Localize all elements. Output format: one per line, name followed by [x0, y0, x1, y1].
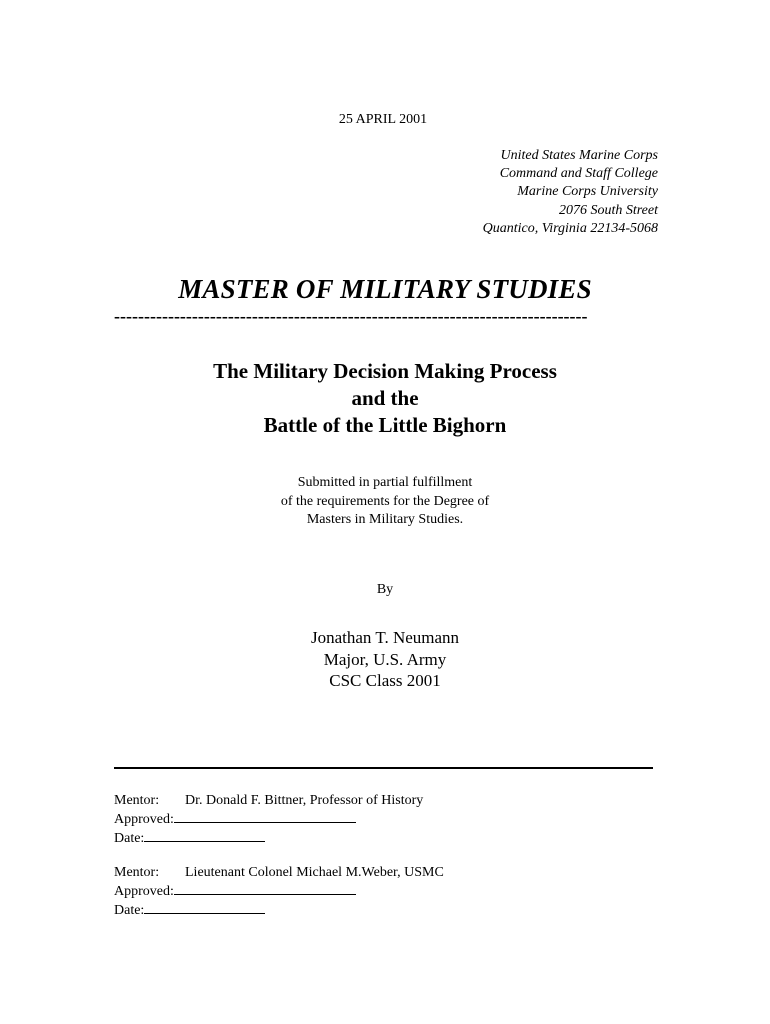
address-line: 2076 South Street [558, 202, 658, 218]
mentor-signoff-block [114, 792, 423, 848]
thesis-title [0, 358, 770, 439]
address-line: Command and Staff College [499, 166, 658, 182]
approved-row [114, 810, 423, 829]
degree-heading: MASTER OF MILITARY STUDIES [178, 274, 592, 304]
approved-label: Approved: [114, 812, 174, 827]
author-rank: Major, U.S. Army [323, 649, 447, 669]
author-name: Jonathan T. Neumann [310, 628, 460, 647]
submission-line: of the requirements for the Degree of [280, 493, 490, 509]
mentor-label: Mentor: [114, 865, 160, 880]
approval-signature-line [174, 810, 356, 823]
title-line: and the [351, 386, 419, 410]
address-line: United States Marine Corps [500, 148, 658, 163]
approval-signature-line [174, 882, 356, 895]
date-signature-line [144, 901, 265, 914]
date-text: 25 APRIL 2001 [338, 112, 428, 127]
mentor-signoff-block [114, 864, 444, 920]
date-label: Date: [114, 903, 145, 918]
document-date [0, 111, 770, 129]
dashed-divider: ------------------------------------------------------------------------------- [114, 306, 588, 326]
mentor-name: Dr. Donald F. Bittner, Professor of History [185, 793, 424, 808]
horizontal-rule [114, 767, 653, 769]
submission-statement [0, 474, 770, 530]
mentor-row [114, 792, 423, 810]
mentor-name: Lieutenant Colonel Michael M.Weber, USMC [185, 865, 444, 880]
by-label: By [376, 582, 394, 597]
title-line: The Military Decision Making Process [213, 359, 557, 383]
date-row [114, 829, 423, 848]
address-line: Marine Corps University [517, 184, 658, 200]
title-line: Battle of the Little Bighorn [263, 413, 507, 437]
mentor-label: Mentor: [114, 793, 160, 808]
date-label: Date: [114, 831, 145, 846]
approved-label: Approved: [114, 884, 174, 899]
author-class: CSC Class 2001 [329, 671, 441, 690]
date-row [114, 901, 444, 920]
submission-line: Submitted in partial fulfillment [297, 475, 473, 490]
date-signature-line [144, 829, 265, 842]
address-line: Quantico, Virginia 22134-5068 [482, 220, 658, 236]
submission-line: Masters in Military Studies. [306, 512, 464, 527]
mentor-row [114, 864, 444, 882]
institution-address [483, 147, 658, 238]
author-block [0, 627, 770, 692]
approved-row [114, 882, 444, 901]
